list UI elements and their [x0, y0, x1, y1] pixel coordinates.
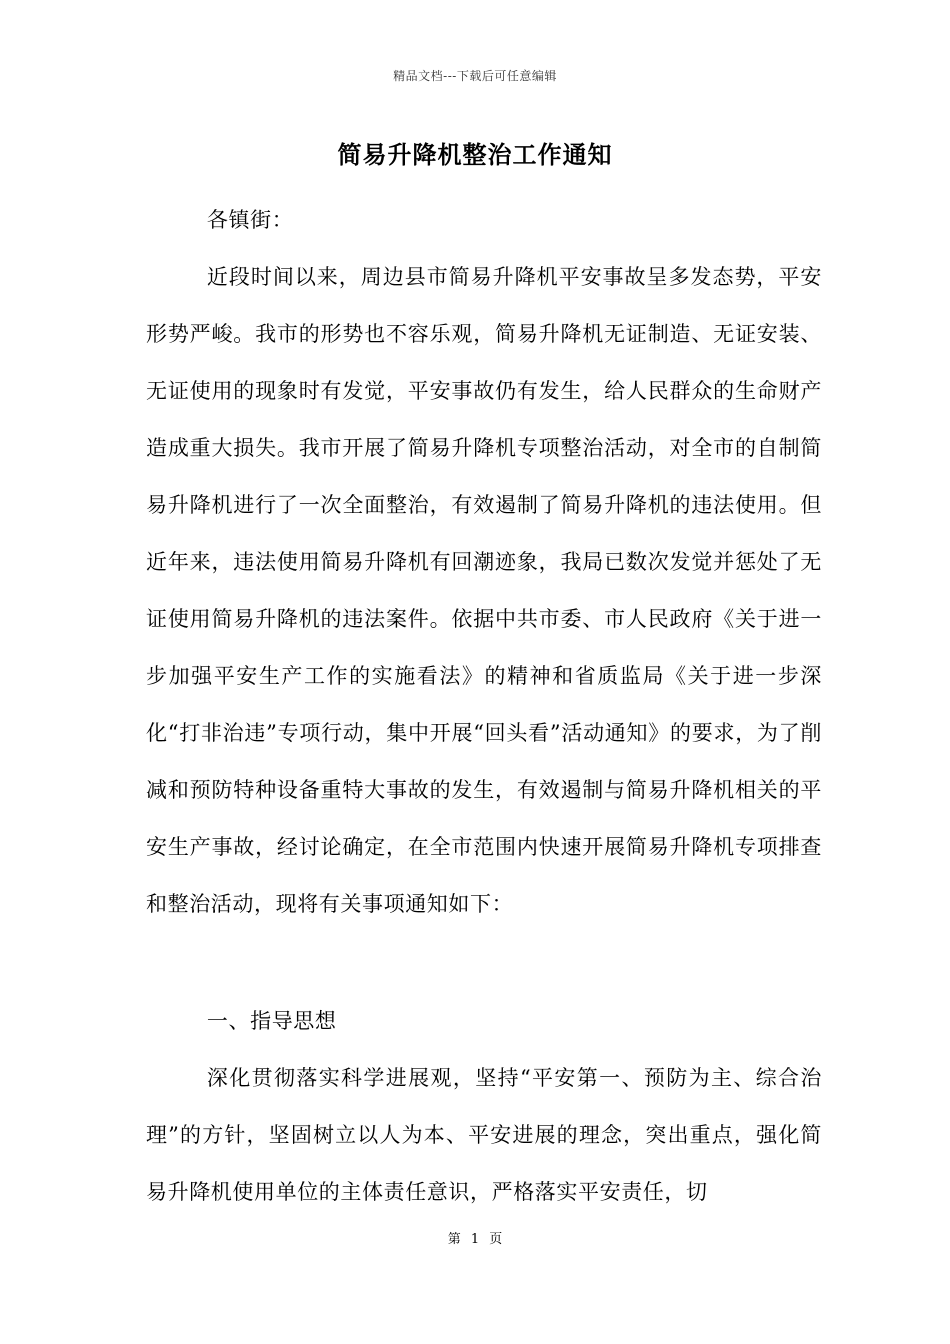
salutation: 各镇街：	[206, 208, 294, 232]
footer-suffix: 页	[489, 1232, 503, 1247]
page-footer	[0, 1228, 950, 1247]
footer-prefix: 第	[447, 1232, 461, 1247]
document-title: 简易升降机整治工作通知	[337, 140, 613, 169]
intro-paragraph: 近段时间以来，周边县市简易升降机平安事故呈多发态势，平安形势严峻。我市的形势也不容乐观，简易升降机无证制造、无证安装、无证使用的现象时有发觉，平安事故仍有发生，给人民群众的生命财产造成重大损失。我市开展了简易升降机专项整治活动，对全市的自制简易升降机进行了一次全面整治，有效遏制了简易升降机的违法使用。但近年来，违法使用简易升降机有回潮迹象，我局已数次发觉并惩处了无证使用简易升降机的违法案件。依据中共市委、市人民政府《关于进一步加强平安生产工作的实施看法》的精神和省质监局《关于进一步深化“打非治违”专项行动，集中开展“回头看”活动通知》的要求，为了削减和预防特种设备重特大事故的发生，有效遏制与简易升降机相关的平安生产事故，经讨论确定，在全市范围内快速开展简易升降机专项排查和整治活动，现将有关事项通知如下：	[146, 265, 822, 916]
header-note: 精品文档---下载后可任意编辑	[393, 69, 557, 83]
section-paragraph-block	[146, 1050, 822, 1221]
section-heading-block	[146, 993, 822, 1050]
salutation-block	[146, 192, 822, 249]
footer-page-number: 1	[470, 1232, 480, 1247]
section-paragraph: 深化贯彻落实科学进展观，坚持“平安第一、预防为主、综合治理”的方针，坚固树立以人为本、平安进展的理念，突出重点，强化简易升降机使用单位的主体责任意识，严格落实平安责任，切	[146, 1066, 822, 1204]
intro-paragraph-block	[146, 249, 822, 933]
section-heading: 一、指导思想	[206, 1009, 337, 1033]
